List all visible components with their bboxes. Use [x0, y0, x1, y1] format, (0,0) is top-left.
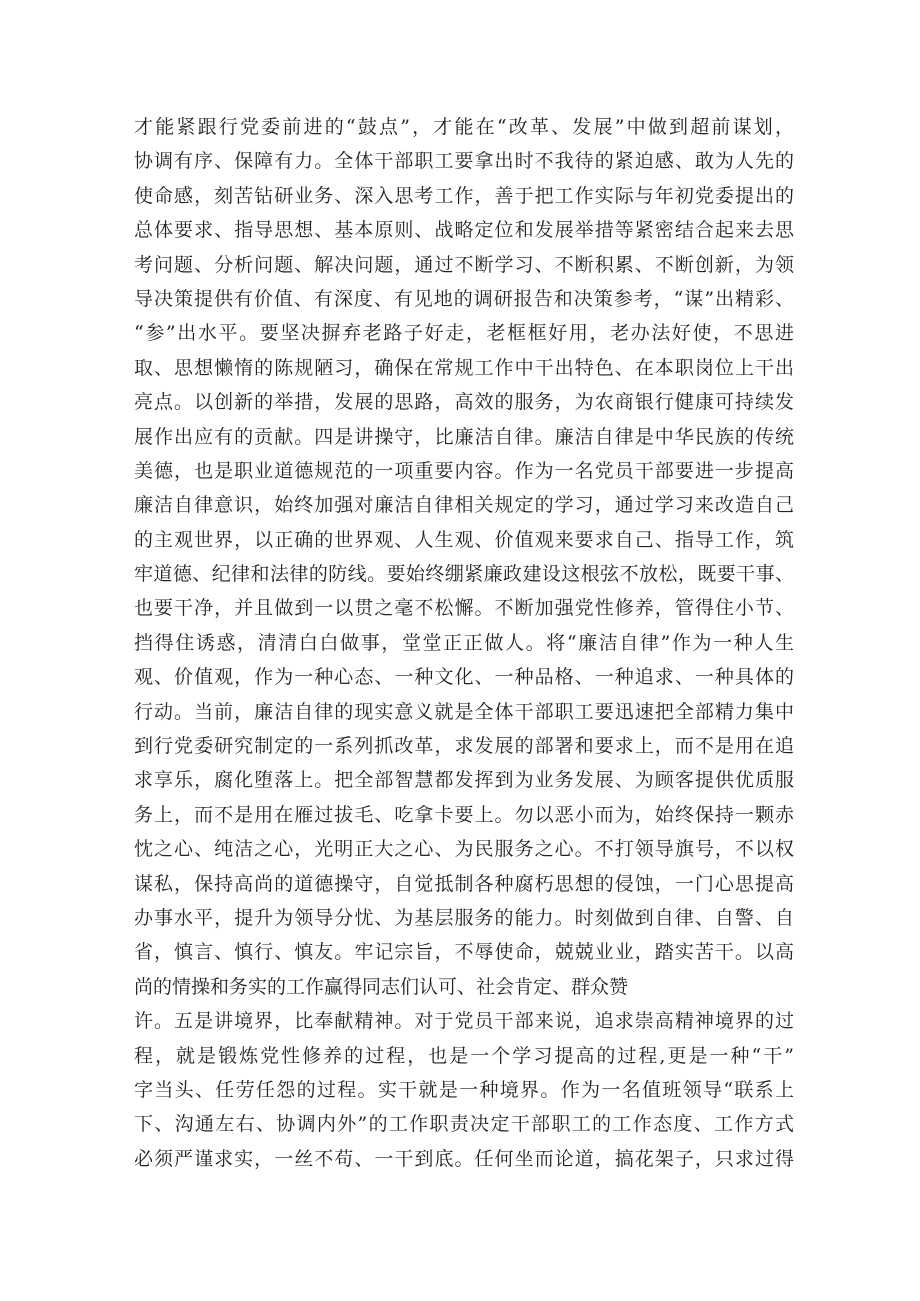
- text-line: 观、价值观，作为一种心态、一种文化、一种品格、一种追求、一种具体的: [134, 666, 794, 689]
- text-line: “参”出水平。要坚决摒弃老路子好走，老框框好用，老办法好使，不思进: [134, 322, 794, 345]
- text-line: 务上，而不是用在雁过拔毛、吃拿卡要上。勿以恶小而为，始终保持一颗赤: [134, 803, 794, 826]
- text-line: 下、沟通左右、协调内外”的工作职责决定干部职工的工作态度、工作方式: [134, 1113, 794, 1136]
- text-line: 亮点。以创新的举措，发展的思路，高效的服务，为农商银行健康可持续发: [134, 391, 794, 414]
- text-line: 忱之心、纯洁之心，光明正大之心、为民服务之心。不打领导旗号，不以权: [134, 838, 794, 861]
- text-line: 展作出应有的贡献。四是讲操守，比廉洁自律。廉洁自律是中华民族的传统: [134, 425, 794, 448]
- text-line: 导决策提供有价值、有深度、有见地的调研报告和决策参考，“谋”出精彩、: [134, 287, 794, 310]
- text-line: 程，就是锻炼党性修养的过程，也是一个学习提高的过程,更是一种“干”: [134, 1044, 794, 1067]
- text-line: 谋私，保持高尚的道德操守，自觉抵制各种腐朽思想的侵蚀，一门心思提高: [134, 872, 794, 895]
- text-line: 使命感，刻苦钻研业务、深入思考工作，善于把工作实际与年初党委提出的: [134, 184, 794, 207]
- text-line: 行动。当前，廉洁自律的现实意义就是全体干部职工要迅速把全部精力集中: [134, 700, 794, 723]
- text-line: 办事水平，提升为领导分忧、为基层服务的能力。时刻做到自律、自警、自: [134, 906, 794, 929]
- text-line: 挡得住诱惑，清清白白做事，堂堂正正做人。将“廉洁自律”作为一种人生: [134, 631, 794, 654]
- text-line: 牢道德、纪律和法律的防线。要始终绷紧廉政建设这根弦不放松，既要干事、: [134, 563, 794, 586]
- text-line: 许。五是讲境界，比奉献精神。对于党员干部来说，追求崇高精神境界的过: [134, 1010, 794, 1033]
- text-line: 才能紧跟行党委前进的“鼓点”，才能在“改革、发展”中做到超前谋划，: [134, 116, 794, 138]
- text-line: 廉洁自律意识，始终加强对廉洁自律相关规定的学习，通过学习来改造自己: [134, 494, 794, 517]
- text-line: 总体要求、指导思想、基本原则、战略定位和发展举措等紧密结合起来去思: [134, 219, 794, 242]
- text-line: 求享乐，腐化堕落上。把全部智慧都发挥到为业务发展、为顾客提供优质服: [134, 769, 794, 792]
- text-line: 省，慎言、慎行、慎友。牢记宗旨，不辱使命，兢兢业业，踏实苦干。以高: [134, 941, 794, 964]
- text-line: 到行党委研究制定的一系列抓改革，求发展的部署和要求上，而不是用在追: [134, 735, 794, 758]
- text-line: 字当头、任劳任怨的过程。实干就是一种境界。作为一名值班领导“联系上: [134, 1078, 794, 1101]
- text-line: 的主观世界，以正确的世界观、人生观、价值观来要求自己、指导工作，筑: [134, 528, 794, 551]
- text-line: 美德，也是职业道德规范的一项重要内容。作为一名党员干部要进一步提高: [134, 459, 794, 482]
- text-line: 考问题、分析问题、解决问题，通过不断学习、不断积累、不断创新，为领: [134, 253, 794, 276]
- text-line: 取、思想懒惰的陈规陋习，确保在常规工作中干出特色、在本职岗位上干出: [134, 356, 794, 379]
- text-line: 必须严谨求实，一丝不苟、一干到底。任何坐而论道，搞花架子，只求过得: [134, 1147, 794, 1170]
- document-body: [134, 110, 794, 1176]
- text-line: 协调有序、保障有力。全体干部职工要拿出时不我待的紧迫感、敢为人先的: [134, 150, 794, 173]
- text-line: 尚的情操和务实的工作赢得同志们认可、社会肯定、群众赞: [134, 975, 629, 998]
- text-line: 也要干净，并且做到一以贯之毫不松懈。不断加强党性修养，管得住小节、: [134, 597, 794, 620]
